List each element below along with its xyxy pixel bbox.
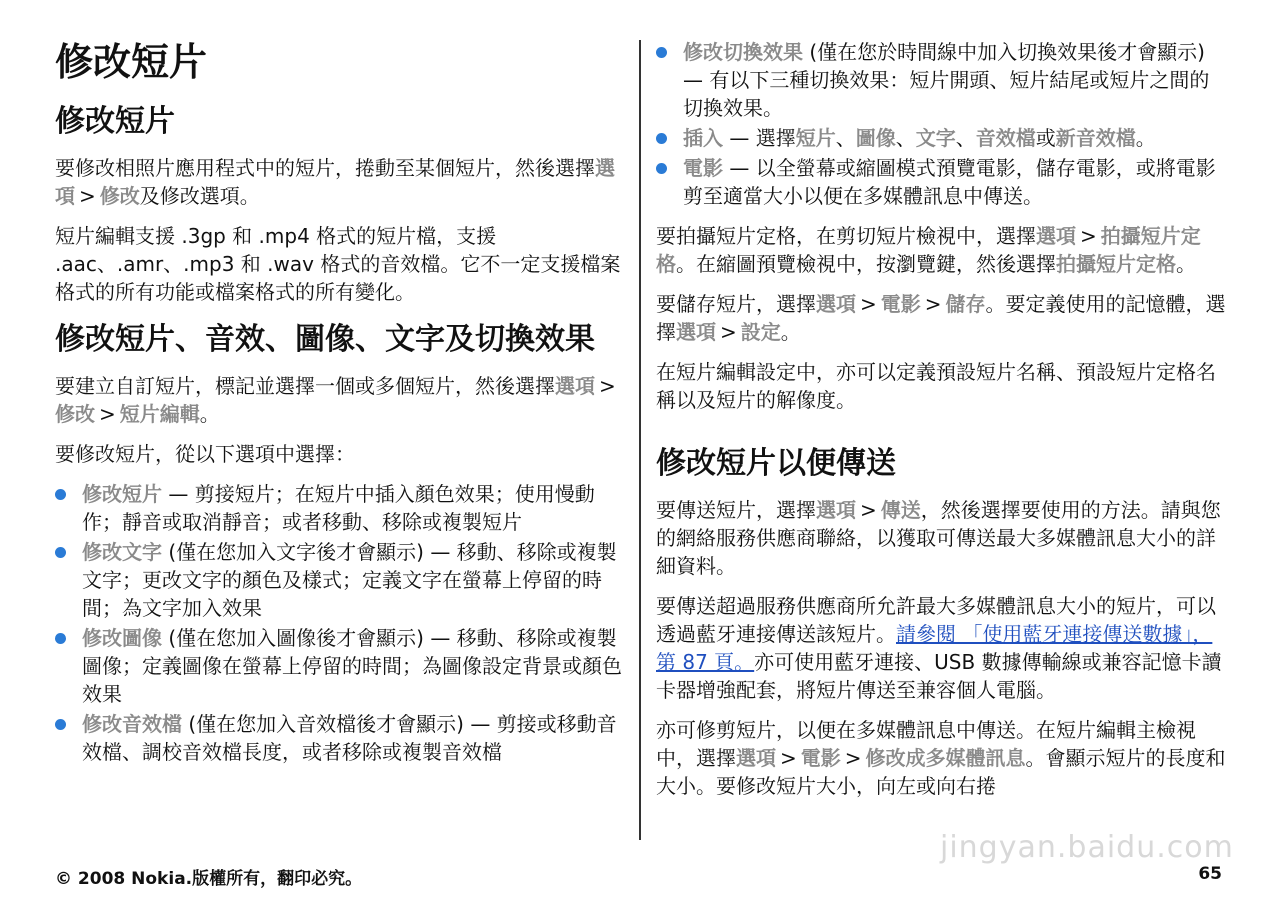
list-item: 修改文字 (僅在您加入文字後才會顯示) — 移動、移除或複製文字；更改文字的顏色及樣式；定義文字在螢幕上停留的時間；為文字加入效果 bbox=[55, 538, 627, 622]
list-item: 插入 — 選擇短片、圖像、文字、音效檔或新音效檔。 bbox=[656, 124, 1228, 152]
paragraph-settings: 在短片編輯設定中，亦可以定義預設短片名稱、預設短片定格名稱以及短片的解像度。 bbox=[656, 360, 1216, 412]
bullet-icon bbox=[55, 547, 66, 558]
list-item: 修改音效檔 (僅在您加入音效檔後才會顯示) — 剪接或移動音效檔、調校音效檔長度，或者移除或複製音效檔 bbox=[55, 710, 627, 766]
right-column bbox=[656, 38, 1228, 812]
left-column bbox=[55, 38, 627, 778]
paragraph-send: 要傳送短片，選擇選項 > 傳送，然後選擇要使用的方法。請與您的網絡服務供應商聯絡，以獲取可傳送最大多媒體訊息大小的詳細資料。 bbox=[656, 498, 1221, 578]
list-item: 修改切換效果 (僅在您於時間線中加入切換效果後才會顯示) — 有以下三種切換效果：短片開頭、短片結尾或短片之間的切換效果。 bbox=[656, 38, 1228, 122]
paragraph-custom-clip: 要建立自訂短片，標記並選擇一個或多個短片，然後選擇選項 >修改 > 短片編輯。 bbox=[55, 374, 616, 426]
bullet-icon bbox=[55, 719, 66, 730]
paragraph-bluetooth: 要傳送超過服務供應商所允許最大多媒體訊息大小的短片，可以透過藍牙連接傳送該短片。請參閱 「使用藍牙連接傳送數據」，第 87 頁。亦可使用藍牙連接、USB 數據傳輸線或兼容記憶卡讀卡器增強配套，將短片傳送至兼容個人電腦。 bbox=[656, 594, 1222, 702]
menu-term-edit: 修改 bbox=[99, 184, 140, 208]
bullet-list-edit-options bbox=[55, 480, 627, 766]
footer-copyright: © 2008 Nokia.版權所有，翻印必究。 bbox=[55, 869, 363, 889]
paragraph-choose: 要修改短片，從以下選項中選擇： bbox=[55, 442, 355, 466]
bullet-list-continued bbox=[656, 38, 1228, 210]
bullet-icon bbox=[656, 163, 667, 174]
section-heading-edit-clips: 修改短片 bbox=[55, 104, 175, 139]
page-number: 65 bbox=[1198, 864, 1222, 884]
bluetooth-reference-link[interactable]: 請參閱 「使用藍牙連接傳送數據」，第 87 頁。 bbox=[656, 622, 1213, 674]
paragraph-edit-intro: 要修改相照片應用程式中的短片，捲動至某個短片，然後選擇選項 > 修改及修改選項。 bbox=[55, 156, 615, 208]
list-item: 修改圖像 (僅在您加入圖像後才會顯示) — 移動、移除或複製圖像；定義圖像在螢幕上停留的時間；為圖像設定背景或顏色效果 bbox=[55, 624, 627, 708]
bullet-icon bbox=[55, 633, 66, 644]
bullet-icon bbox=[656, 47, 667, 58]
list-item: 電影 — 以全螢幕或縮圖模式預覽電影，儲存電影，或將電影剪至適當大小以便在多媒體訊息中傳送。 bbox=[656, 154, 1228, 210]
menu-term-options: 選項 bbox=[55, 156, 615, 208]
list-item: 修改短片 — 剪接短片；在短片中插入顏色效果；使用慢動作；靜音或取消靜音；或者移動、移除或複製短片 bbox=[55, 480, 627, 536]
bullet-icon bbox=[55, 489, 66, 500]
watermark: jingyan.baidu.com bbox=[940, 830, 1234, 865]
section-heading-edit-effects: 修改短片、音效、圖像、文字及切換效果 bbox=[55, 322, 595, 357]
bullet-icon bbox=[656, 133, 667, 144]
paragraph-save-clip: 要儲存短片，選擇選項 > 電影 > 儲存。要定義使用的記憶體，選擇選項 > 設定。 bbox=[656, 292, 1226, 344]
page-title: 修改短片 bbox=[55, 40, 208, 84]
section-heading-send: 修改短片以便傳送 bbox=[656, 446, 896, 481]
column-divider bbox=[639, 40, 641, 840]
paragraph-formats: 短片編輯支援 .3gp 和 .mp4 格式的短片檔，支援 .aac、.amr、.mp3 和 .wav 格式的音效檔。它不一定支援檔案格式的所有功能或檔案格式的所有變化。 bbox=[55, 224, 621, 304]
paragraph-trim: 亦可修剪短片，以便在多媒體訊息中傳送。在短片編輯主檢視中，選擇選項 > 電影 > 修改成多媒體訊息。會顯示短片的長度和大小。要修改短片大小，向左或向右捲 bbox=[656, 718, 1226, 798]
paragraph-capture-frame: 要拍攝短片定格，在剪切短片檢視中，選擇選項 > 拍攝短片定格。在縮圖預覽檢視中，按瀏覽鍵，然後選擇拍攝短片定格。 bbox=[656, 224, 1201, 276]
